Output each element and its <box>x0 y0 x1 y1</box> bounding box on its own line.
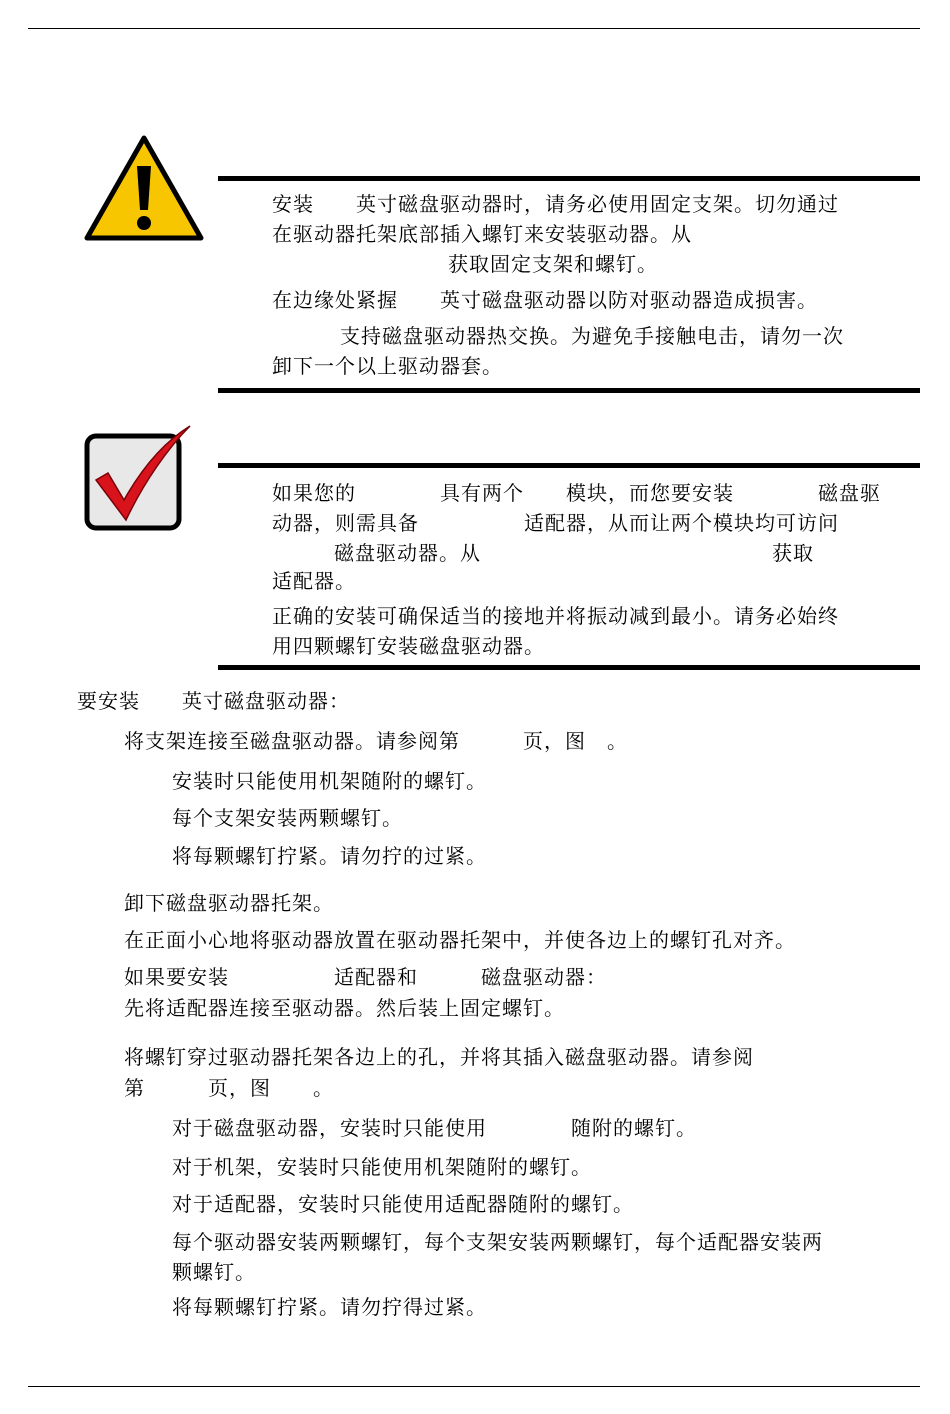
step-5-bullet-2: 对于机架，安装时只能使用机架随附的螺钉。 <box>172 1155 592 1179</box>
step-2: 卸下磁盘驱动器托架。 <box>124 891 334 915</box>
note-text-1a: 如果您的 具有两个 模块，而您要安装 磁盘驱 <box>272 481 881 505</box>
step-1-bullet-3: 将每颗螺钉拧紧。请勿拧的过紧。 <box>172 844 487 868</box>
warning-text-1b: 在驱动器托架底部插入螺钉来安装驱动器。从 <box>272 222 692 246</box>
warning-text-1c: 获取固定支架和螺钉。 <box>448 252 658 276</box>
note-text-1e: 适配器。 <box>272 569 356 593</box>
note-bottom-bar <box>218 665 920 670</box>
warning-text-2: 在边缘处紧握 英寸磁盘驱动器以防对驱动器造成损害。 <box>272 288 818 312</box>
bottom-rule <box>28 1386 920 1387</box>
warning-bottom-bar <box>218 388 920 393</box>
note-top-bar <box>218 463 920 468</box>
warning-text-1a: 安装 英寸磁盘驱动器时，请务必使用固定支架。切勿通过 <box>272 192 839 216</box>
step-5-bullet-5: 将每颗螺钉拧紧。请勿拧得过紧。 <box>172 1295 487 1319</box>
step-5-bullet-4a: 每个驱动器安装两颗螺钉，每个支架安装两颗螺钉，每个适配器安装两 <box>172 1230 823 1254</box>
step-4a: 如果要安装 适配器和 磁盘驱动器： <box>124 965 607 989</box>
step-1: 将支架连接至磁盘驱动器。请参阅第 页，图 。 <box>124 729 628 753</box>
step-4b: 先将适配器连接至驱动器。然后装上固定螺钉。 <box>124 996 565 1020</box>
procedure-intro: 要安装 英寸磁盘驱动器： <box>77 689 350 713</box>
step-1-bullet-1: 安装时只能使用机架随附的螺钉。 <box>172 769 487 793</box>
note-text-1d: 获取 <box>772 541 814 565</box>
note-text-1c: 磁盘驱动器。从 <box>334 541 481 565</box>
step-5-bullet-4b: 颗螺钉。 <box>172 1260 256 1284</box>
step-5a: 将螺钉穿过驱动器托架各边上的孔，并将其插入磁盘驱动器。请参阅 <box>124 1045 754 1069</box>
note-text-1b: 动器，则需具备 适配器，从而让两个模块均可访问 <box>272 511 839 535</box>
warning-top-bar <box>218 176 920 181</box>
step-5b: 第 页，图 。 <box>124 1076 334 1100</box>
warning-icon <box>82 134 206 242</box>
warning-text-3a: 支持磁盘驱动器热交换。为避免手接触电击，请勿一次 <box>340 324 844 348</box>
top-rule <box>28 28 920 29</box>
step-3: 在正面小心地将驱动器放置在驱动器托架中，并使各边上的螺钉孔对齐。 <box>124 928 796 952</box>
step-5-bullet-1: 对于磁盘驱动器，安装时只能使用 随附的螺钉。 <box>172 1116 697 1140</box>
note-text-2b: 用四颗螺钉安装磁盘驱动器。 <box>272 634 545 658</box>
checkmark-icon <box>82 424 196 534</box>
step-1-bullet-2: 每个支架安装两颗螺钉。 <box>172 806 403 830</box>
note-text-2a: 正确的安装可确保适当的接地并将振动减到最小。请务必始终 <box>272 604 839 628</box>
warning-text-3b: 卸下一个以上驱动器套。 <box>272 354 503 378</box>
step-5-bullet-3: 对于适配器，安装时只能使用适配器随附的螺钉。 <box>172 1192 634 1216</box>
